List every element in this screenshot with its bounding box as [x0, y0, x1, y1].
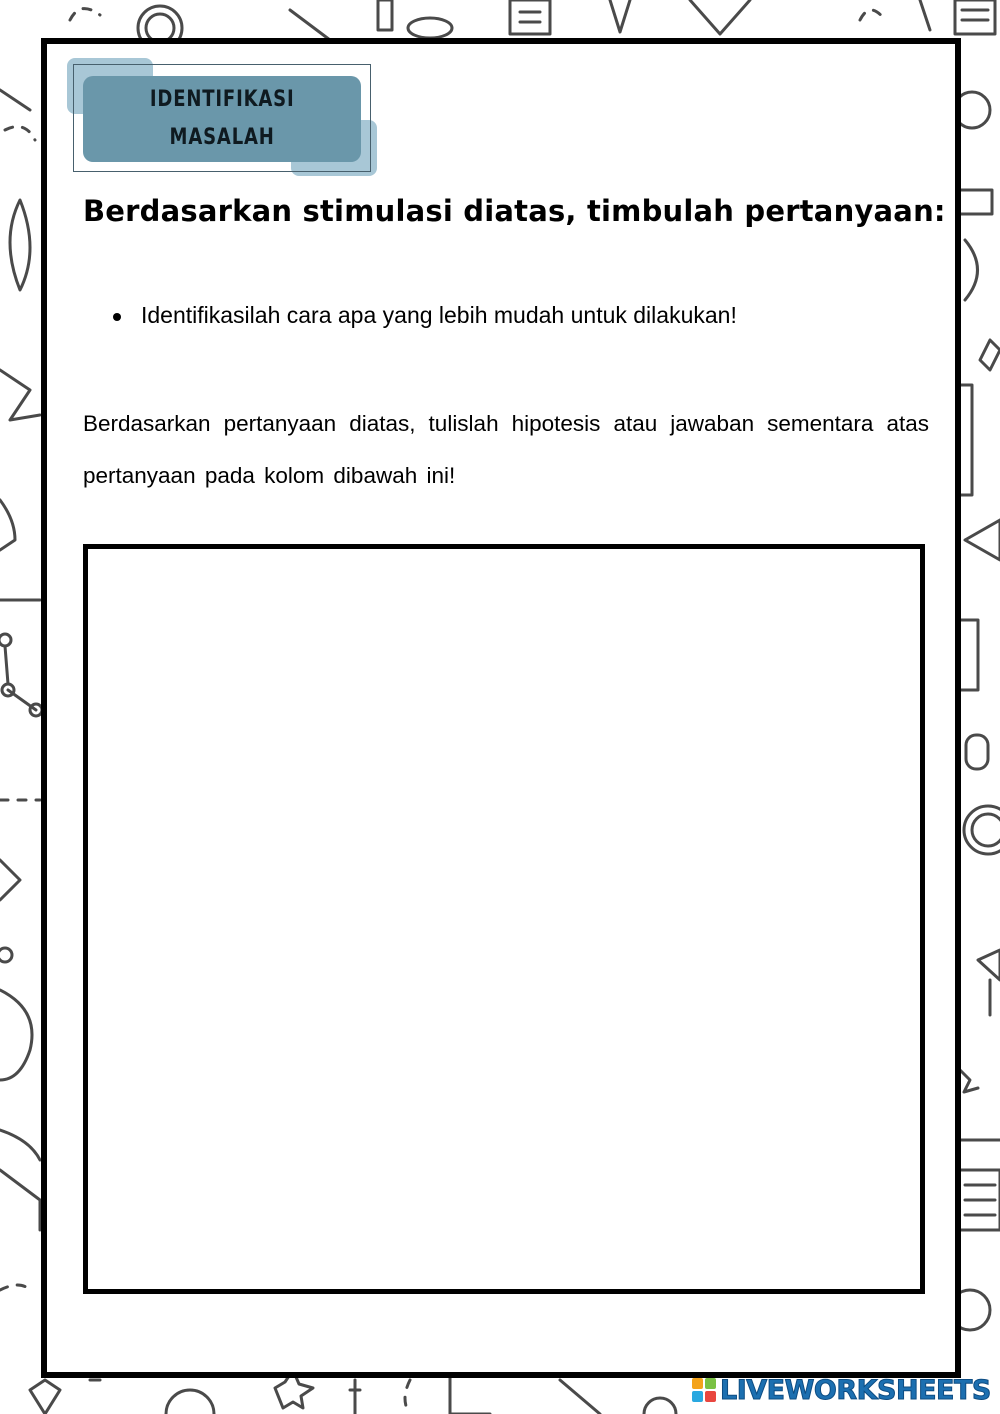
question-item: Identifikasilah cara apa yang lebih mudah untuk dilakukan! [107, 302, 737, 329]
instruction-text: Berdasarkan pertanyaan diatas, tulislah hipotesis atau jawaban sementara atas pertanyaan pada kolom dibawah ini! [83, 411, 929, 488]
liveworksheets-logo-icon [692, 1378, 716, 1402]
logo-square [692, 1391, 703, 1402]
section-heading: Berdasarkan stimulasi diatas, timbulah pertanyaan: [83, 194, 946, 228]
liveworksheets-watermark [692, 1374, 991, 1406]
worksheet-page [41, 38, 961, 1378]
logo-square [705, 1378, 716, 1389]
watermark-text: LIVEWORKSHEETS [720, 1374, 991, 1406]
logo-square [692, 1378, 703, 1389]
badge-title-line: IDENTIFIKASI [149, 87, 295, 112]
badge-label [83, 76, 361, 162]
question-list [107, 302, 737, 329]
logo-square [705, 1391, 716, 1402]
answer-box[interactable] [83, 544, 925, 1294]
badge-title-line: MASALAH [169, 125, 275, 150]
section-badge [67, 58, 387, 183]
